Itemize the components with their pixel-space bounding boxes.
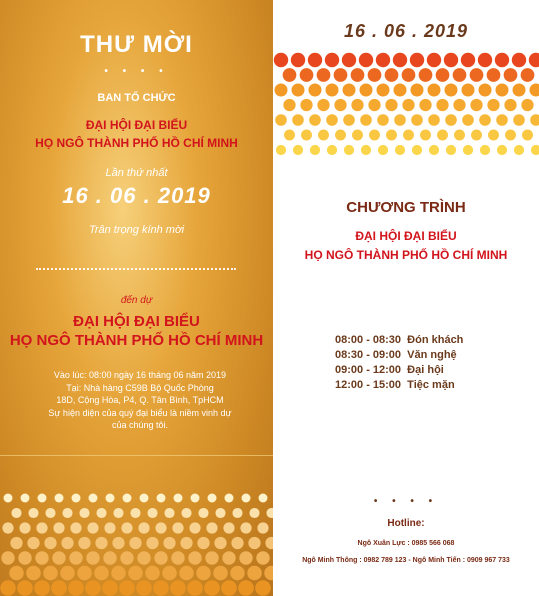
decor-dot xyxy=(70,522,81,533)
schedule-activity: Đại hội xyxy=(407,364,444,376)
schedule-activity: Tiệc mặn xyxy=(407,379,455,391)
decor-dot xyxy=(393,53,407,67)
decor-dot xyxy=(360,114,372,126)
decor-dot xyxy=(445,84,458,97)
decor-dot xyxy=(180,537,192,549)
panel-divider xyxy=(0,455,273,456)
detail-venue: Tại: Nhà hàng C59B Bộ Quốc Phòng xyxy=(66,382,214,393)
decor-dot xyxy=(113,508,123,518)
decor-dot xyxy=(411,114,423,126)
decor-dot xyxy=(514,145,524,155)
decor-dot xyxy=(36,522,47,533)
decor-dot xyxy=(231,537,243,549)
decor-dot xyxy=(377,84,390,97)
decor-dot xyxy=(89,494,98,503)
decor-dot xyxy=(394,114,406,126)
hotline-contact-2: Ngô Minh Thông : 0982 789 123 - Ngô Minh Tiến : 0909 967 733 xyxy=(302,557,510,564)
decor-dot xyxy=(411,84,424,97)
event-date: 16 . 06 . 2019 xyxy=(62,183,211,208)
decor-dot xyxy=(512,53,526,67)
decor-dot xyxy=(85,580,101,596)
decor-dot xyxy=(221,580,237,596)
decor-dot xyxy=(172,522,183,533)
attend-event-line2: HỌ NGÔ THÀNH PHỐ HỒ CHÍ MINH xyxy=(9,332,264,349)
decor-dot xyxy=(344,145,354,155)
decor-dot xyxy=(129,537,141,549)
decor-dot xyxy=(496,84,509,97)
decor-dot xyxy=(222,551,235,564)
detail-time: Vào lúc: 08:00 ngày 16 tháng 06 năm 2019 xyxy=(53,370,227,380)
decor-dot xyxy=(60,566,75,581)
decor-dot xyxy=(318,130,329,141)
decor-dot xyxy=(214,537,226,549)
decor-dot xyxy=(368,68,382,82)
decor-dot xyxy=(444,53,458,67)
decor-dot xyxy=(317,68,331,82)
decor-dot xyxy=(368,99,380,111)
decor-dot xyxy=(121,522,132,533)
decor-dot xyxy=(530,84,539,97)
decor-dot xyxy=(17,580,33,596)
decor-dot xyxy=(45,508,55,518)
decor-dot xyxy=(120,551,133,564)
decor-dot xyxy=(103,551,116,564)
decor-dot xyxy=(369,130,380,141)
decor-dot xyxy=(522,130,533,141)
decor-dot xyxy=(445,114,457,126)
decor-dot xyxy=(140,494,149,503)
decor-dot xyxy=(256,551,269,564)
decor-dot xyxy=(95,537,107,549)
decor-dot xyxy=(292,114,304,126)
decor-dot xyxy=(385,99,397,111)
schedule-activity: Văn nghệ xyxy=(407,349,457,361)
invite-text: Trân trọng kính mời xyxy=(88,224,185,236)
decor-dot xyxy=(463,145,473,155)
decor-dot xyxy=(79,508,89,518)
decor-dot xyxy=(198,508,208,518)
decor-dot xyxy=(496,114,508,126)
decor-dot xyxy=(300,68,314,82)
detail-honor-cont: của chúng tôi. xyxy=(111,420,169,430)
decor-dot xyxy=(479,114,491,126)
decor-dot xyxy=(87,522,98,533)
program-panel xyxy=(273,0,539,596)
decor-dot xyxy=(505,130,516,141)
decor-dot xyxy=(479,84,492,97)
decor-dot xyxy=(265,537,273,549)
decor-dot xyxy=(276,145,286,155)
decor-dot xyxy=(334,99,346,111)
decor-dot xyxy=(325,53,339,67)
decor-dot xyxy=(213,566,228,581)
schedule-activity: Đón khách xyxy=(407,334,464,346)
decor-dot xyxy=(429,145,439,155)
decor-dot xyxy=(402,68,416,82)
decor-dot xyxy=(478,53,492,67)
decor-dot xyxy=(436,68,450,82)
decor-dot xyxy=(327,145,337,155)
decor-dot xyxy=(257,522,268,533)
invitation-title: THƯ MỜI xyxy=(80,31,193,58)
decor-dot xyxy=(77,566,92,581)
decor-dot xyxy=(531,145,539,155)
program-event-line2: HỌ NGÔ THÀNH PHỐ HỒ CHÍ MINH xyxy=(304,248,508,262)
program-title: CHƯƠNG TRÌNH xyxy=(346,199,466,216)
decor-dot xyxy=(10,537,22,549)
decor-dot xyxy=(206,522,217,533)
decor-dot xyxy=(462,114,474,126)
decor-dot xyxy=(530,114,539,126)
decor-dot xyxy=(205,551,218,564)
decor-dot xyxy=(240,522,251,533)
decor-dot xyxy=(9,566,24,581)
decor-dot xyxy=(179,566,194,581)
decor-dot xyxy=(196,566,211,581)
decor-dot xyxy=(204,580,220,596)
decor-dot xyxy=(111,566,126,581)
decor-dot xyxy=(453,68,467,82)
decor-dot xyxy=(360,84,373,97)
decor-dot xyxy=(504,68,518,82)
decor-dot xyxy=(395,145,405,155)
decor-dot xyxy=(403,130,414,141)
decor-dot xyxy=(283,99,295,111)
decorative-dot-pattern-top xyxy=(273,52,539,164)
decor-dot xyxy=(69,551,82,564)
decor-dot xyxy=(470,68,484,82)
decor-dot xyxy=(249,508,259,518)
decor-dot xyxy=(453,99,465,111)
decor-dot xyxy=(154,551,167,564)
decor-dot xyxy=(308,53,322,67)
event-details xyxy=(20,369,260,432)
decor-dot xyxy=(223,522,234,533)
decor-dot xyxy=(78,537,90,549)
decor-dot xyxy=(513,114,525,126)
decor-dot xyxy=(419,68,433,82)
decor-dot xyxy=(326,84,339,97)
decor-dot xyxy=(420,130,431,141)
decor-dot xyxy=(291,53,305,67)
decor-dot xyxy=(292,84,305,97)
decor-dot xyxy=(123,494,132,503)
decor-dot xyxy=(119,580,135,596)
decor-dot xyxy=(106,494,115,503)
decor-dot xyxy=(513,84,526,97)
decor-dot xyxy=(274,53,288,67)
decor-dot xyxy=(309,84,322,97)
decor-dot xyxy=(137,551,150,564)
decor-dot xyxy=(334,68,348,82)
decor-dot xyxy=(53,522,64,533)
decor-dot xyxy=(428,114,440,126)
decor-dot xyxy=(44,537,56,549)
decor-dot xyxy=(335,130,346,141)
event-name-line1: ĐẠI HỘI ĐẠI BIỂU xyxy=(85,118,188,132)
decor-dot xyxy=(351,68,365,82)
decor-dot xyxy=(55,494,64,503)
decor-dot xyxy=(495,53,509,67)
decor-dot xyxy=(38,494,47,503)
decor-dot xyxy=(488,130,499,141)
decor-dot xyxy=(470,99,482,111)
decor-dot xyxy=(112,537,124,549)
decor-dot xyxy=(504,99,516,111)
decor-dot xyxy=(239,551,252,564)
decor-dot xyxy=(301,130,312,141)
decor-dot xyxy=(164,508,174,518)
decor-dot xyxy=(189,522,200,533)
decor-dot xyxy=(264,566,273,581)
decor-dot xyxy=(215,508,225,518)
decor-dot xyxy=(147,508,157,518)
decor-dot xyxy=(255,580,271,596)
decor-dot xyxy=(275,84,288,97)
decor-dot xyxy=(128,566,143,581)
guest-name-dotted-line xyxy=(36,268,236,270)
decor-dot xyxy=(2,522,13,533)
decor-dot xyxy=(284,130,295,141)
decor-dot xyxy=(238,580,254,596)
decor-dot xyxy=(326,114,338,126)
decor-dot xyxy=(157,494,166,503)
decor-dot xyxy=(394,84,407,97)
decor-dot xyxy=(428,84,441,97)
detail-address: 18D, Cộng Hòa, P4, Q. Tân Bình, TpHCM xyxy=(56,395,224,405)
decor-dot xyxy=(248,537,260,549)
decor-dot xyxy=(343,114,355,126)
decor-dot xyxy=(51,580,67,596)
decor-dot xyxy=(317,99,329,111)
decor-dot xyxy=(437,130,448,141)
decor-dot xyxy=(146,537,158,549)
edition-label: Lần thứ nhất xyxy=(105,167,168,179)
decor-dot xyxy=(68,580,84,596)
decor-dot xyxy=(427,53,441,67)
organizer-label: BAN TỔ CHỨC xyxy=(97,92,176,104)
decor-dot xyxy=(208,494,217,503)
decor-dot xyxy=(174,494,183,503)
decor-dot xyxy=(386,130,397,141)
decor-dot xyxy=(1,551,14,564)
decor-dot xyxy=(247,566,262,581)
decor-dot xyxy=(86,551,99,564)
decor-dot xyxy=(191,494,200,503)
decor-dot xyxy=(419,99,431,111)
decor-dot xyxy=(62,508,72,518)
program-date: 16 . 06 . 2019 xyxy=(343,21,469,41)
decor-dot xyxy=(96,508,106,518)
schedule-time: 08:00 - 08:30 xyxy=(335,334,402,346)
decor-dot xyxy=(104,522,115,533)
schedule-row xyxy=(335,333,463,348)
attend-label: đến dự xyxy=(120,295,153,306)
decor-dot xyxy=(188,551,201,564)
decor-dot xyxy=(232,508,242,518)
decor-dot xyxy=(377,114,389,126)
decor-dot xyxy=(34,580,50,596)
decorative-dots: • • • • xyxy=(104,66,169,77)
decor-dot xyxy=(487,99,499,111)
decor-dot xyxy=(300,99,312,111)
decor-dot xyxy=(102,580,118,596)
decor-dot xyxy=(170,580,186,596)
decor-dot xyxy=(181,508,191,518)
decor-dot xyxy=(283,68,297,82)
decor-dot xyxy=(43,566,58,581)
decor-dot xyxy=(52,551,65,564)
decor-dot xyxy=(72,494,81,503)
decor-dot xyxy=(155,522,166,533)
decor-dot xyxy=(454,130,465,141)
detail-honor: Sự hiện diện của quý đại biểu là niềm vinh dự xyxy=(48,407,232,418)
decor-dot xyxy=(18,551,31,564)
schedule-list xyxy=(335,333,463,393)
decor-dot xyxy=(412,145,422,155)
decor-dot xyxy=(385,68,399,82)
decor-dot xyxy=(242,494,251,503)
decor-dot xyxy=(359,53,373,67)
event-name-line2: HỌ NGÔ THÀNH PHỐ HỒ CHÍ MINH xyxy=(35,136,238,150)
decor-dot xyxy=(27,537,39,549)
decor-dot xyxy=(487,68,501,82)
decor-dot xyxy=(461,53,475,67)
decor-dot xyxy=(26,566,41,581)
decor-dot xyxy=(376,53,390,67)
decor-dot xyxy=(138,522,149,533)
decor-dot xyxy=(521,68,535,82)
decor-dot xyxy=(497,145,507,155)
decor-dot xyxy=(94,566,109,581)
decor-dot xyxy=(35,551,48,564)
decor-dot xyxy=(480,145,490,155)
decor-dot xyxy=(0,580,16,596)
decor-dot xyxy=(4,494,13,503)
decor-dot xyxy=(28,508,38,518)
program-event-line1: ĐẠI HỘI ĐẠI BIỂU xyxy=(355,229,457,243)
decor-dot xyxy=(130,508,140,518)
decor-dot xyxy=(225,494,234,503)
decor-dot xyxy=(352,130,363,141)
decor-dot xyxy=(171,551,184,564)
decor-dot xyxy=(230,566,245,581)
schedule-row xyxy=(335,348,463,363)
schedule-row xyxy=(335,363,463,378)
decor-dot xyxy=(163,537,175,549)
decor-dot xyxy=(21,494,30,503)
decor-dot xyxy=(197,537,209,549)
decor-dot xyxy=(361,145,371,155)
hotline-label: Hotline: xyxy=(387,518,425,529)
decor-dot xyxy=(378,145,388,155)
decorative-dots: • • • • xyxy=(373,496,439,507)
decorative-dot-pattern-bottom xyxy=(0,490,273,596)
attend-event-line1: ĐẠI HỘI ĐẠI BIỂU xyxy=(73,313,200,330)
hotline-contact-1: Ngô Xuân Lực : 0985 566 068 xyxy=(357,540,455,547)
decor-dot xyxy=(471,130,482,141)
decor-dot xyxy=(275,114,287,126)
decor-dot xyxy=(436,99,448,111)
decor-dot xyxy=(61,537,73,549)
decor-dot xyxy=(145,566,160,581)
schedule-time: 12:00 - 15:00 xyxy=(335,379,402,391)
decor-dot xyxy=(187,580,203,596)
decor-dot xyxy=(293,145,303,155)
decor-dot xyxy=(309,114,321,126)
decor-dot xyxy=(402,99,414,111)
decor-dot xyxy=(529,53,539,67)
decor-dot xyxy=(521,99,533,111)
decor-dot xyxy=(19,522,30,533)
decor-dot xyxy=(136,580,152,596)
decor-dot xyxy=(351,99,363,111)
decor-dot xyxy=(342,53,356,67)
schedule-time: 08:30 - 09:00 xyxy=(335,349,402,361)
decor-dot xyxy=(162,566,177,581)
schedule-time: 09:00 - 12:00 xyxy=(335,364,402,376)
decor-dot xyxy=(310,145,320,155)
schedule-row xyxy=(335,378,463,393)
decor-dot xyxy=(11,508,21,518)
decor-dot xyxy=(259,494,268,503)
decor-dot xyxy=(462,84,475,97)
decor-dot xyxy=(153,580,169,596)
decor-dot xyxy=(343,84,356,97)
decor-dot xyxy=(410,53,424,67)
decor-dot xyxy=(446,145,456,155)
